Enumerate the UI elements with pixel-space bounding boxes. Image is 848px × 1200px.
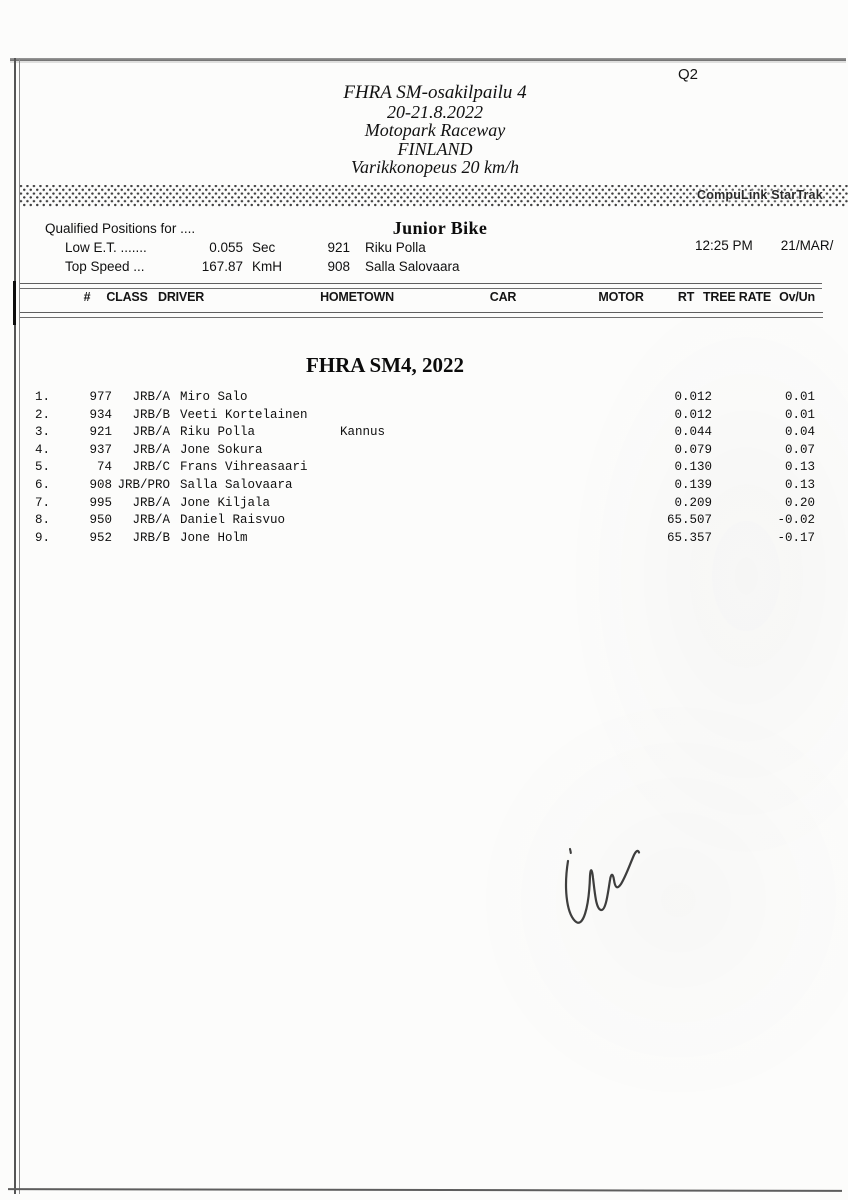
cell-driver: Jone Sokura <box>180 442 263 457</box>
cell-driver: Jone Kiljala <box>180 495 271 510</box>
table-header-bottom-rule <box>20 312 823 318</box>
top-speed-bike-number: 908 <box>327 259 350 274</box>
table-header-row <box>0 290 848 310</box>
cell-motor <box>603 443 640 461</box>
cell-class: JRB/PRO <box>117 477 170 492</box>
table-row <box>0 408 848 426</box>
low-et-bike-number: 921 <box>327 240 350 255</box>
cell-class: JRB/A <box>132 425 170 440</box>
cell-car <box>495 496 603 514</box>
event-dates: 20-21.8.2022 <box>387 101 483 122</box>
cell-bike-number: 952 <box>89 530 112 545</box>
table-row <box>0 460 848 478</box>
cell-bike-number: 937 <box>89 442 112 457</box>
low-et-value: 0.055 <box>209 240 243 255</box>
cell-rt: 0.079 <box>674 442 712 457</box>
cell-class: JRB/C <box>132 460 170 475</box>
print-timestamp <box>695 238 833 253</box>
cell-position: 5. <box>34 460 50 475</box>
col-header-car: CAR <box>489 290 517 304</box>
cell-ovun: -0.17 <box>777 530 815 545</box>
col-header-driver: DRIVER <box>158 290 205 304</box>
timing-system-label: CompuLink StarTrak <box>697 188 823 202</box>
cell-rt: 65.507 <box>666 513 712 528</box>
cell-hometown <box>340 496 495 514</box>
results-table-body <box>0 390 848 548</box>
cell-driver: Frans Vihreasaari <box>180 460 308 475</box>
dotted-separator-band <box>20 185 848 207</box>
top-speed-unit: KmH <box>252 259 282 274</box>
cell-motor <box>603 408 640 426</box>
col-header-hometown: HOMETOWN <box>320 290 394 304</box>
top-speed-line <box>65 259 460 274</box>
col-header-position: # <box>83 290 91 304</box>
cell-hometown <box>340 443 495 461</box>
cell-motor <box>603 496 640 514</box>
cell-driver: Daniel Raisvuo <box>180 513 286 528</box>
cell-driver: Salla Salovaara <box>180 477 293 492</box>
low-et-unit: Sec <box>252 240 276 255</box>
table-row <box>0 531 848 549</box>
cell-ovun: 0.01 <box>784 390 815 404</box>
cell-driver: Jone Holm <box>180 530 248 545</box>
cell-car <box>495 408 603 426</box>
cell-motor <box>603 460 640 478</box>
cell-ovun: 0.13 <box>784 460 815 475</box>
print-time: 12:25 PM <box>695 238 753 253</box>
event-country: FINLAND <box>397 138 473 159</box>
cell-class: JRB/B <box>132 407 170 422</box>
cell-hometown <box>340 408 495 426</box>
handwritten-signature <box>520 828 665 943</box>
cell-car <box>495 443 603 461</box>
cell-bike-number: 934 <box>89 407 112 422</box>
cell-motor <box>603 531 640 549</box>
cell-driver: Riku Polla <box>180 425 256 440</box>
cell-bike-number: 908 <box>89 477 112 492</box>
cell-position: 2. <box>34 407 50 422</box>
cell-car <box>495 460 603 478</box>
table-row <box>0 443 848 461</box>
cell-class: JRB/A <box>132 513 170 528</box>
cell-motor <box>603 390 640 408</box>
cell-motor <box>603 478 640 496</box>
cell-car <box>495 513 603 531</box>
cell-position: 8. <box>34 513 50 528</box>
col-header-tree-rate: TREE RATE <box>702 290 772 304</box>
cell-position: 3. <box>34 425 50 440</box>
cell-bike-number: 995 <box>89 495 112 510</box>
event-pit-speed: Varikkonopeus 20 km/h <box>351 157 519 177</box>
cell-class: JRB/B <box>132 530 170 545</box>
print-date: 21/MAR/ <box>780 238 834 253</box>
event-title: FHRA SM-osakilpailu 4 <box>343 82 527 103</box>
cell-ovun: 0.13 <box>784 477 815 492</box>
cell-ovun: 0.01 <box>784 407 815 422</box>
class-section-title: FHRA SM4, 2022 <box>305 353 465 377</box>
top-speed-value: 167.87 <box>201 259 243 274</box>
table-header-top-rule <box>20 283 822 289</box>
cell-rt: 0.130 <box>674 460 712 475</box>
event-header <box>0 84 848 177</box>
col-header-rt: RT <box>677 290 695 304</box>
cell-ovun: -0.02 <box>777 513 815 528</box>
cell-position: 4. <box>34 442 50 457</box>
cell-ovun: 0.20 <box>784 495 815 510</box>
col-header-ovun: Ov/Un <box>779 290 815 304</box>
table-row <box>0 496 848 514</box>
cell-driver: Veeti Kortelainen <box>180 407 308 422</box>
cell-bike-number: 921 <box>89 425 112 440</box>
cell-class: JRB/A <box>132 495 170 510</box>
cell-car <box>495 478 603 496</box>
cell-car <box>495 390 603 408</box>
cell-position: 6. <box>34 477 50 492</box>
cell-position: 9. <box>34 530 50 545</box>
table-row <box>0 425 848 443</box>
cell-hometown <box>340 531 495 549</box>
cell-ovun: 0.07 <box>784 442 815 457</box>
cell-bike-number: 950 <box>89 513 112 528</box>
cell-rt: 0.209 <box>674 495 712 510</box>
top-speed-label: Top Speed ... <box>65 259 145 274</box>
table-row <box>0 478 848 496</box>
cell-rt: 0.012 <box>674 407 712 422</box>
cell-rt: 0.139 <box>674 477 712 492</box>
cell-class: JRB/A <box>132 390 170 404</box>
cell-rt: 0.012 <box>674 390 712 404</box>
cell-hometown <box>340 513 495 531</box>
cell-class: JRB/A <box>132 442 170 457</box>
cell-position: 7. <box>34 495 50 510</box>
cell-hometown <box>340 390 495 408</box>
table-row <box>0 513 848 531</box>
cell-motor <box>603 425 640 443</box>
cell-driver: Miro Salo <box>180 390 248 404</box>
col-header-class: CLASS <box>106 290 148 304</box>
cell-motor <box>603 513 640 531</box>
page-top-border <box>10 58 846 61</box>
event-venue: Motopark Raceway <box>364 120 506 140</box>
cell-car <box>495 531 603 549</box>
class-title: Junior Bike <box>392 218 488 238</box>
qualified-positions-heading: Qualified Positions for .... <box>45 221 196 236</box>
cell-rt: 0.044 <box>674 425 712 440</box>
col-header-motor: MOTOR <box>598 290 644 304</box>
cell-rt: 65.357 <box>666 530 712 545</box>
page-bottom-border <box>8 1188 842 1192</box>
cell-car <box>495 425 603 443</box>
low-et-driver: Riku Polla <box>365 240 426 255</box>
low-et-label: Low E.T. ....... <box>65 240 147 255</box>
cell-ovun: 0.04 <box>784 425 815 440</box>
table-row <box>0 390 848 408</box>
cell-bike-number: 977 <box>89 390 112 404</box>
cell-hometown <box>340 460 495 478</box>
cell-hometown: Kannus <box>340 425 386 440</box>
session-label: Q2 <box>678 66 699 83</box>
low-et-line <box>65 240 426 255</box>
cell-hometown <box>340 478 495 496</box>
cell-bike-number: 74 <box>96 460 112 475</box>
cell-position: 1. <box>34 390 50 404</box>
top-speed-driver: Salla Salovaara <box>365 259 460 274</box>
